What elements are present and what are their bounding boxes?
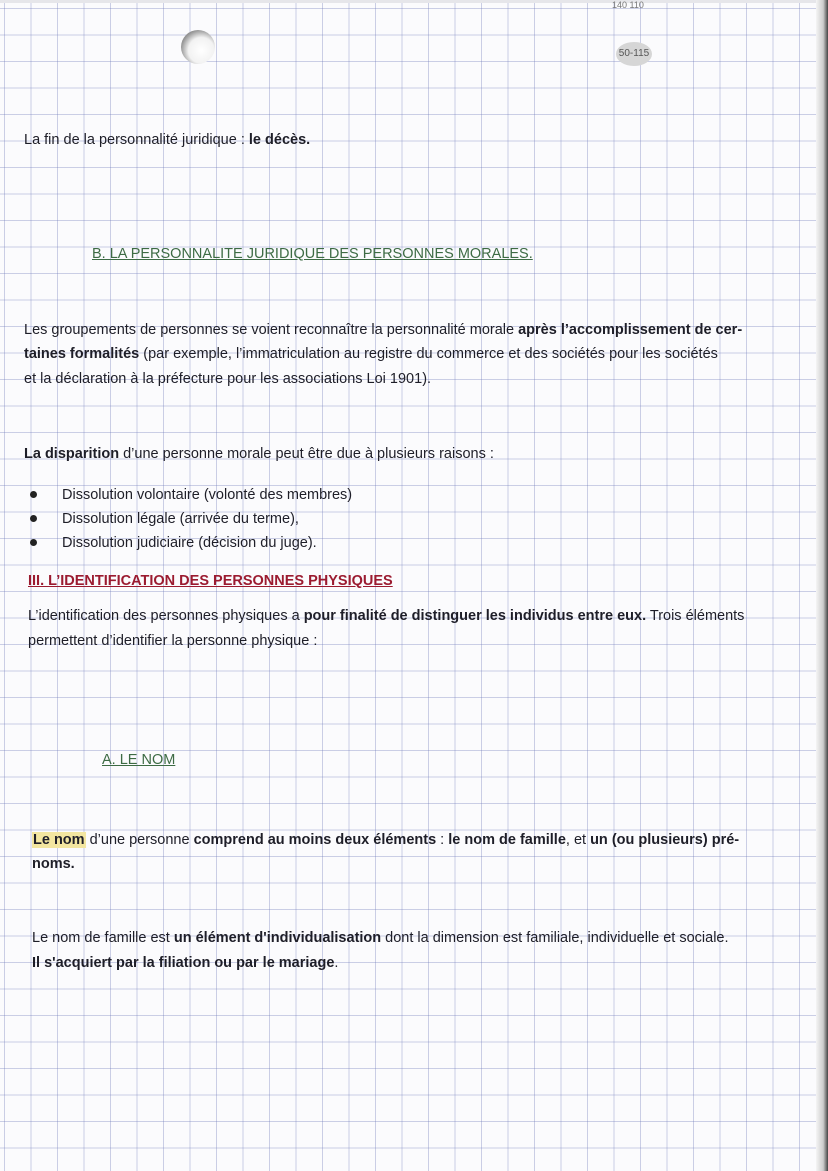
para3-line2: permettent d’identifier la personne physique : <box>28 633 318 649</box>
para4-text: : <box>436 832 449 848</box>
para3-text: L’identification des personnes physiques a <box>28 608 304 624</box>
para1-line1 <box>24 318 742 342</box>
heading-name: A. LE NOM <box>102 752 176 768</box>
para4-line2 <box>32 852 75 876</box>
page-top-edge <box>0 0 828 3</box>
bullet-item-2: Dissolution légale (arrivée du terme), <box>62 511 299 527</box>
page-right-edge <box>816 0 828 1171</box>
para5-line2-end: . <box>334 955 339 971</box>
top-marker: 140 110 <box>612 0 644 10</box>
para1-line2-bold: taines formalités <box>24 346 140 362</box>
para3-bold: pour finalité de distinguer les individus entre eux. <box>303 608 647 624</box>
para5-line1 <box>32 926 729 950</box>
para5-bold: un élément d'individualisation <box>173 930 382 946</box>
personality-end-text: La fin de la personnalité juridique : <box>24 132 249 148</box>
heading-moral-persons: B. LA PERSONNALITE JURIDIQUE DES PERSONNES MORALES. <box>92 246 533 262</box>
para4-line2-bold: noms. <box>32 856 75 872</box>
para1-line2-text: (par exemple, l’immatriculation au registre du commerce et des sociétés pour les sociétés <box>139 346 718 362</box>
bullet-dot <box>30 515 37 522</box>
bullet-dot <box>30 539 37 546</box>
bullet-item-3: Dissolution judiciaire (décision du juge). <box>62 535 317 551</box>
personality-end-bold: le décès. <box>248 132 311 148</box>
bullet-item-1: Dissolution volontaire (volonté des membres) <box>62 487 353 503</box>
para2-text: d’une personne morale peut être due à plusieurs raisons : <box>119 446 494 462</box>
para5-line2-bold: Il s'acquiert par la filiation ou par le mariage <box>32 955 335 971</box>
para1-line3: et la déclaration à la préfecture pour les associations Loi 1901). <box>24 371 432 387</box>
para4-highlight: Le nom <box>33 832 85 848</box>
page-number: 50-115 <box>616 42 652 66</box>
para2-bold: La disparition <box>24 446 120 462</box>
personality-end-line <box>24 128 310 152</box>
para2 <box>24 442 494 466</box>
para4-bold: le nom de famille <box>448 832 566 848</box>
para3-line1 <box>28 604 744 628</box>
para5-line2 <box>32 951 338 975</box>
para1-line2 <box>24 342 718 366</box>
para4-bold: comprend au moins deux éléments <box>193 832 437 848</box>
para1-line1-text: Les groupements de personnes se voient reconnaître la personnalité morale <box>24 322 519 338</box>
para4-text: , et <box>565 832 591 848</box>
binder-hole <box>181 30 215 64</box>
section-heading-identification: III. L’IDENTIFICATION DES PERSONNES PHYSIQUES <box>28 573 393 589</box>
para1-line1-bold: après l’accomplissement de cer- <box>518 322 743 338</box>
para5-text: Le nom de famille est <box>32 930 174 946</box>
bullet-dot <box>30 491 37 498</box>
para3-text-end: Trois éléments <box>646 608 745 624</box>
para4-bold: un (ou plusieurs) pré- <box>590 832 740 848</box>
para4-text: d’une personne <box>85 832 194 848</box>
para5-text-end: dont la dimension est familiale, individuelle et sociale. <box>381 930 729 946</box>
para4-line1 <box>32 828 739 852</box>
